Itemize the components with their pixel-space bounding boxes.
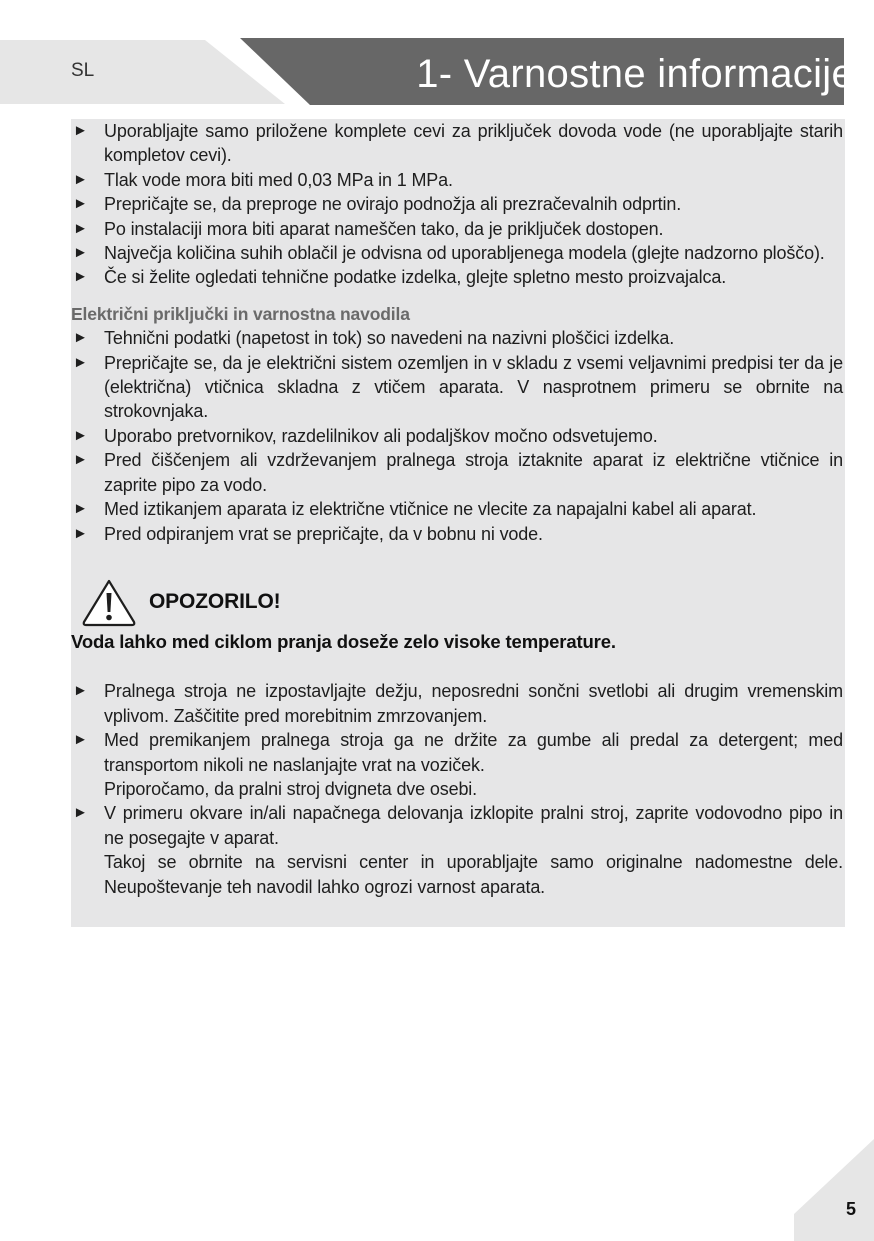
list-item: ► Po instalaciji mora biti aparat nameščen tako, da je priključek dostopen.: [71, 217, 843, 241]
bullet-arrow-icon: ►: [73, 122, 88, 139]
list-item: ► Največja količina suhih oblačil je odvisna od uporabljenega modela (glejte nadzorno ploščo).: [71, 241, 843, 265]
section-heading: Električni priključki in varnostna navodila: [71, 303, 410, 324]
bullet-arrow-icon: ►: [73, 804, 88, 822]
bullet-arrow-icon: ►: [73, 426, 88, 444]
list-item: ► Tlak vode mora biti med 0,03 MPa in 1 MPa.: [71, 168, 843, 192]
warning-title: OPOZORILO!: [149, 589, 281, 613]
bullet-arrow-icon: ►: [73, 524, 88, 542]
list-item: ► Med iztikanjem aparata iz električne vtičnice ne vlecite za napajalni kabel ali aparat.: [71, 497, 843, 521]
bullet-arrow-icon: ►: [73, 244, 88, 262]
bullet-arrow-icon: ►: [73, 195, 88, 213]
page-corner: [794, 1139, 874, 1241]
warning-triangle-icon: [77, 576, 141, 628]
list-item: ► Prepričajte se, da preproge ne ovirajo podnožja ali prezračevalnih odprtin.: [71, 192, 843, 216]
list-item: ► Pred čiščenjem ali vzdrževanjem pralnega stroja iztaknite aparat iz električne vtičnice in zaprite pipo za vodo.: [73, 450, 843, 495]
bullet-arrow-icon: ►: [73, 268, 88, 286]
bullet-arrow-icon: ►: [73, 451, 88, 469]
list-item: ► Prepričajte se, da je električni sistem ozemljen in v skladu z vsemi veljavnimi predpisi ter da je (električna) vtičnica skladna z vtičem aparata. V nasprotnem primeru se obrnite na strokovnjaka.: [73, 352, 843, 422]
bullet-arrow-icon: ►: [73, 682, 88, 700]
bullet-arrow-icon: ►: [73, 353, 88, 371]
language-code: SL: [71, 60, 95, 81]
list-item: ► Med premikanjem pralnega stroja ga ne držite za gumbe ali predal za detergent; med transportom nikoli ne naslanjajte vrat na voziček. Priporočamo, da pralni stroj dvigneta dve osebi.: [71, 728, 843, 801]
bullet-arrow-icon: ►: [73, 170, 88, 188]
bullet-arrow-icon: ►: [73, 329, 88, 347]
list-item: ► Pralnega stroja ne izpostavljajte dežju, neposredni sončni svetlobi ali drugim vremenskim vplivom. Zaščitite pred morebitnim zmrzovanjem.: [73, 681, 843, 726]
list-handling: [71, 679, 843, 899]
list-electrical: [71, 326, 843, 546]
bullet-arrow-icon: ►: [73, 219, 88, 237]
list-item: ► Uporabo pretvornikov, razdelilnikov ali podaljškov močno odsvetujemo.: [71, 424, 843, 448]
list-item-note: Takoj se obrnite na servisni center in uporabljajte samo originalne nadomestne dele. Neupoštevanje teh navodil lahko ogrozi varnost aparata.: [104, 852, 843, 897]
list-item: ► Pred odpiranjem vrat se prepričajte, da v bobnu ni vode.: [71, 522, 843, 546]
content-panel: [71, 119, 845, 927]
list-water-connection: [71, 119, 843, 290]
language-tab: [0, 40, 285, 104]
list-item: ► Uporabljajte samo priložene komplete cevi za priključek dovoda vode (ne uporabljajte starih kompletov cevi).: [73, 121, 843, 166]
page-title: 1- Varnostne informacije: [416, 52, 854, 96]
list-item: ► V primeru okvare in/ali napačnega delovanja izklopite pralni stroj, zaprite vodovodno pipo in ne posegajte v aparat. Takoj se obrnite na servisni center in uporabljajte samo originalne nadomestne dele. Neupoštevanje teh navodil lahko ogrozi varnost aparata.: [71, 801, 843, 899]
bullet-arrow-icon: ►: [73, 500, 88, 518]
list-item: ► Tehnični podatki (napetost in tok) so navedeni na nazivni ploščici izdelka.: [71, 326, 843, 350]
bullet-arrow-icon: ►: [73, 731, 88, 749]
warning-header: [71, 576, 843, 628]
list-item: ► Če si želite ogledati tehnične podatke izdelka, glejte spletno mesto proizvajalca.: [71, 265, 843, 289]
warning-text: Voda lahko med ciklom pranja doseže zelo visoke temperature.: [71, 630, 616, 652]
page-number: 5: [845, 1199, 856, 1219]
list-item-note: Priporočamo, da pralni stroj dvigneta dve osebi.: [104, 778, 478, 799]
